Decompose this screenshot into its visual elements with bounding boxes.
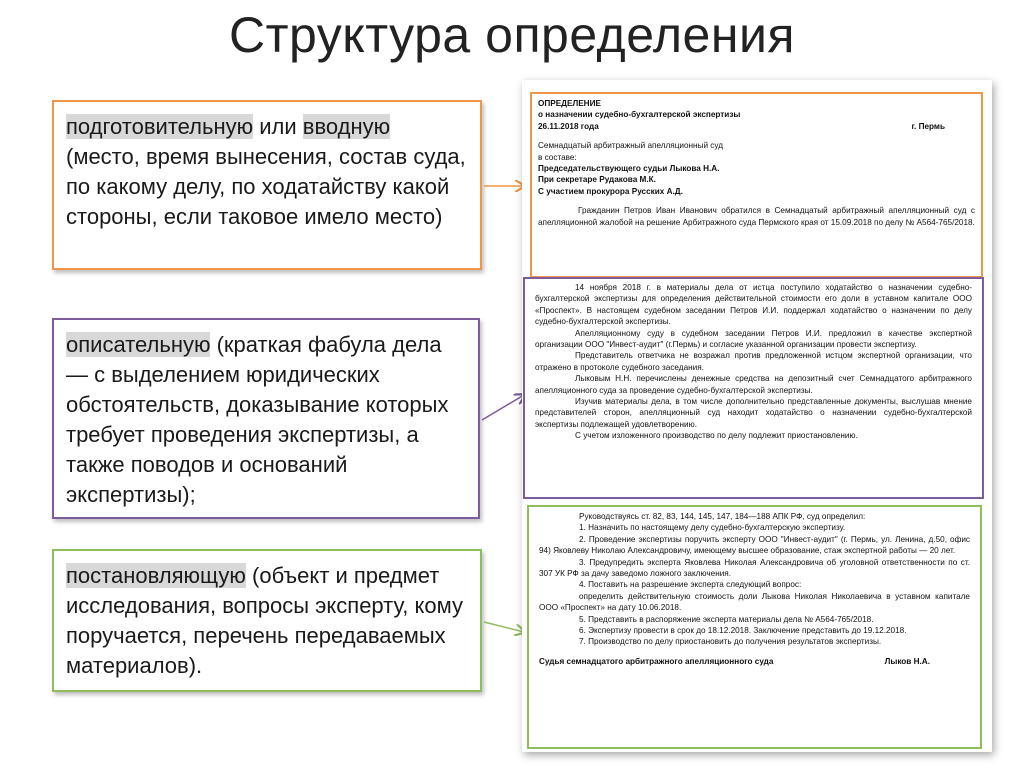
intro-term-2: вводную	[302, 114, 391, 139]
intro-conjunction: или	[253, 114, 303, 139]
doc-desc-paragraph: Представитель ответчика не возражал против предложенной истцом экспертной организации, что отражено в протоколе судебного заседания.	[535, 351, 972, 372]
resolutive-description: (объект и предмет исследования, вопросы эксперту, кому поручается, перечень передаваемых материалов).	[66, 563, 464, 678]
document-intro-section	[530, 92, 983, 278]
doc-res-item: 1. Назначить по настоящему делу судебно-бухгалтерскую экспертизу.	[579, 523, 846, 533]
descriptive-description: (краткая фабула дела — с выделением юридических обстоятельств, доказывание которых требует проведения экспертизы, а также поводов и оснований экспертизы);	[66, 332, 449, 507]
intro-term-1: подготовительную	[66, 114, 254, 139]
intro-description: (место, время вынесения, состав суда, по какому делу, по ходатайству какой стороны, если таковое имело место)	[66, 144, 466, 229]
resolutive-arrow	[484, 622, 524, 632]
doc-date: 26.11.2018 года	[538, 121, 599, 131]
doc-res-item: определить действительную стоимость доли Лыкова Николая Николаевича в уставном капитале ООО «Проспект» на дату 10.06.2018.	[539, 591, 970, 613]
doc-signature-row	[539, 656, 970, 667]
doc-intro-paragraph: Гражданин Петров Иван Иванович обратился в Семнадцатый арбитражный апелляционный суд с апелляционной жалобой на решение Арбитражного суда Пермского края от 15.09.2018 по делу № А564-765/2018.	[538, 206, 975, 227]
doc-res-item: 2. Проведение экспертизы поручить эксперту ООО "Инвест-аудит" (г. Пермь, ул. Ленина, д.50, офис 94) Яковлеву Николаю Александровичу, имеющему высшее образование, стаж экспертной работы — 20 лет.	[539, 534, 970, 556]
doc-city: г. Пермь	[911, 121, 945, 131]
doc-composition: в составе:	[538, 152, 577, 162]
doc-prosecutor: С участием прокурора Русских А.Д.	[538, 186, 683, 196]
doc-desc-paragraph: Лыковым Н.Н. перечислены денежные средства на депозитный счет Семнадцатого арбитражного апелляционного суда за проведение судебно-бухгалтерской экспертизы.	[535, 374, 972, 395]
doc-desc-paragraph: Изучив материалы дела, в том числе дополнительно представленные документы, выслушав мнение представителей сторон, апелляционный суд находит ходатайство о назначении судебно-бухгалтерской экспертизы подлежащей удовлетворению.	[535, 397, 972, 429]
doc-signature-name: Лыков Н.А.	[884, 656, 930, 666]
doc-court: Семнадцатый арбитражный апелляционный суд	[538, 141, 723, 151]
resolutive-term: постановляющую	[66, 563, 246, 588]
doc-res-item: 3. Предупредить эксперта Яковлева Николая Александровича об уголовной ответственности по ст. 307 УК РФ за дачу заведомо ложного заключения.	[539, 557, 970, 579]
doc-signature-label: Судья семнадцатого арбитражного апелляционного суда	[539, 656, 774, 666]
descriptive-term: описательную	[66, 332, 211, 357]
doc-res-lead: Руководствуясь ст. 82, 83, 144, 145, 147, 184—188 АПК РФ, суд определил:	[579, 512, 866, 521]
slide-title: Структура определения	[229, 7, 795, 63]
doc-secretary: При секретаре Рудакова М.К.	[538, 175, 656, 185]
doc-res-item: 6. Экспертизу провести в срок до 18.12.2018. Заключение представить до 19.12.2018.	[579, 626, 907, 636]
doc-res-item: 7. Производство по делу приостановить до получения результатов экспертизы.	[579, 637, 882, 647]
doc-desc-paragraph: С учетом изложенного производство по делу подлежит приостановлению.	[575, 431, 858, 441]
doc-chair: Председательствующего судьи Лыкова Н.А.	[538, 164, 720, 174]
descriptive-arrow	[482, 395, 524, 420]
doc-date-row	[538, 121, 975, 132]
doc-desc-paragraph: Апелляционному суду в судебном заседании Петров И.И. предложил в качестве экспертной организации ООО "Инвест-аудит" (г.Пермь) и согласие указанной организации провести экспертизу.	[535, 328, 972, 350]
doc-subheading: о назначении судебно-бухгалтерской экспертизы	[538, 110, 741, 120]
document-resolutive-section	[527, 505, 982, 749]
doc-res-item: 4. Поставить на разрешение эксперта следующий вопрос:	[579, 580, 802, 590]
document-descriptive-section	[523, 277, 984, 499]
doc-heading: ОПРЕДЕЛЕНИЕ	[538, 99, 601, 108]
doc-res-item: 5. Представить в распоряжение эксперта материалы дела № А564-765/2018.	[579, 614, 874, 624]
doc-desc-paragraph: 14 ноября 2018 г. в материалы дела от истца поступило ходатайство о назначении судебно-бухгалтерской экспертизы для определения действительной стоимости его доли в уставном капитале ООО «Проспект». В настоящем судебном заседании Петров И.И. поддержал ходатайство о назначении по делу судебно-бухгалтерской экспертизы.	[535, 283, 972, 327]
